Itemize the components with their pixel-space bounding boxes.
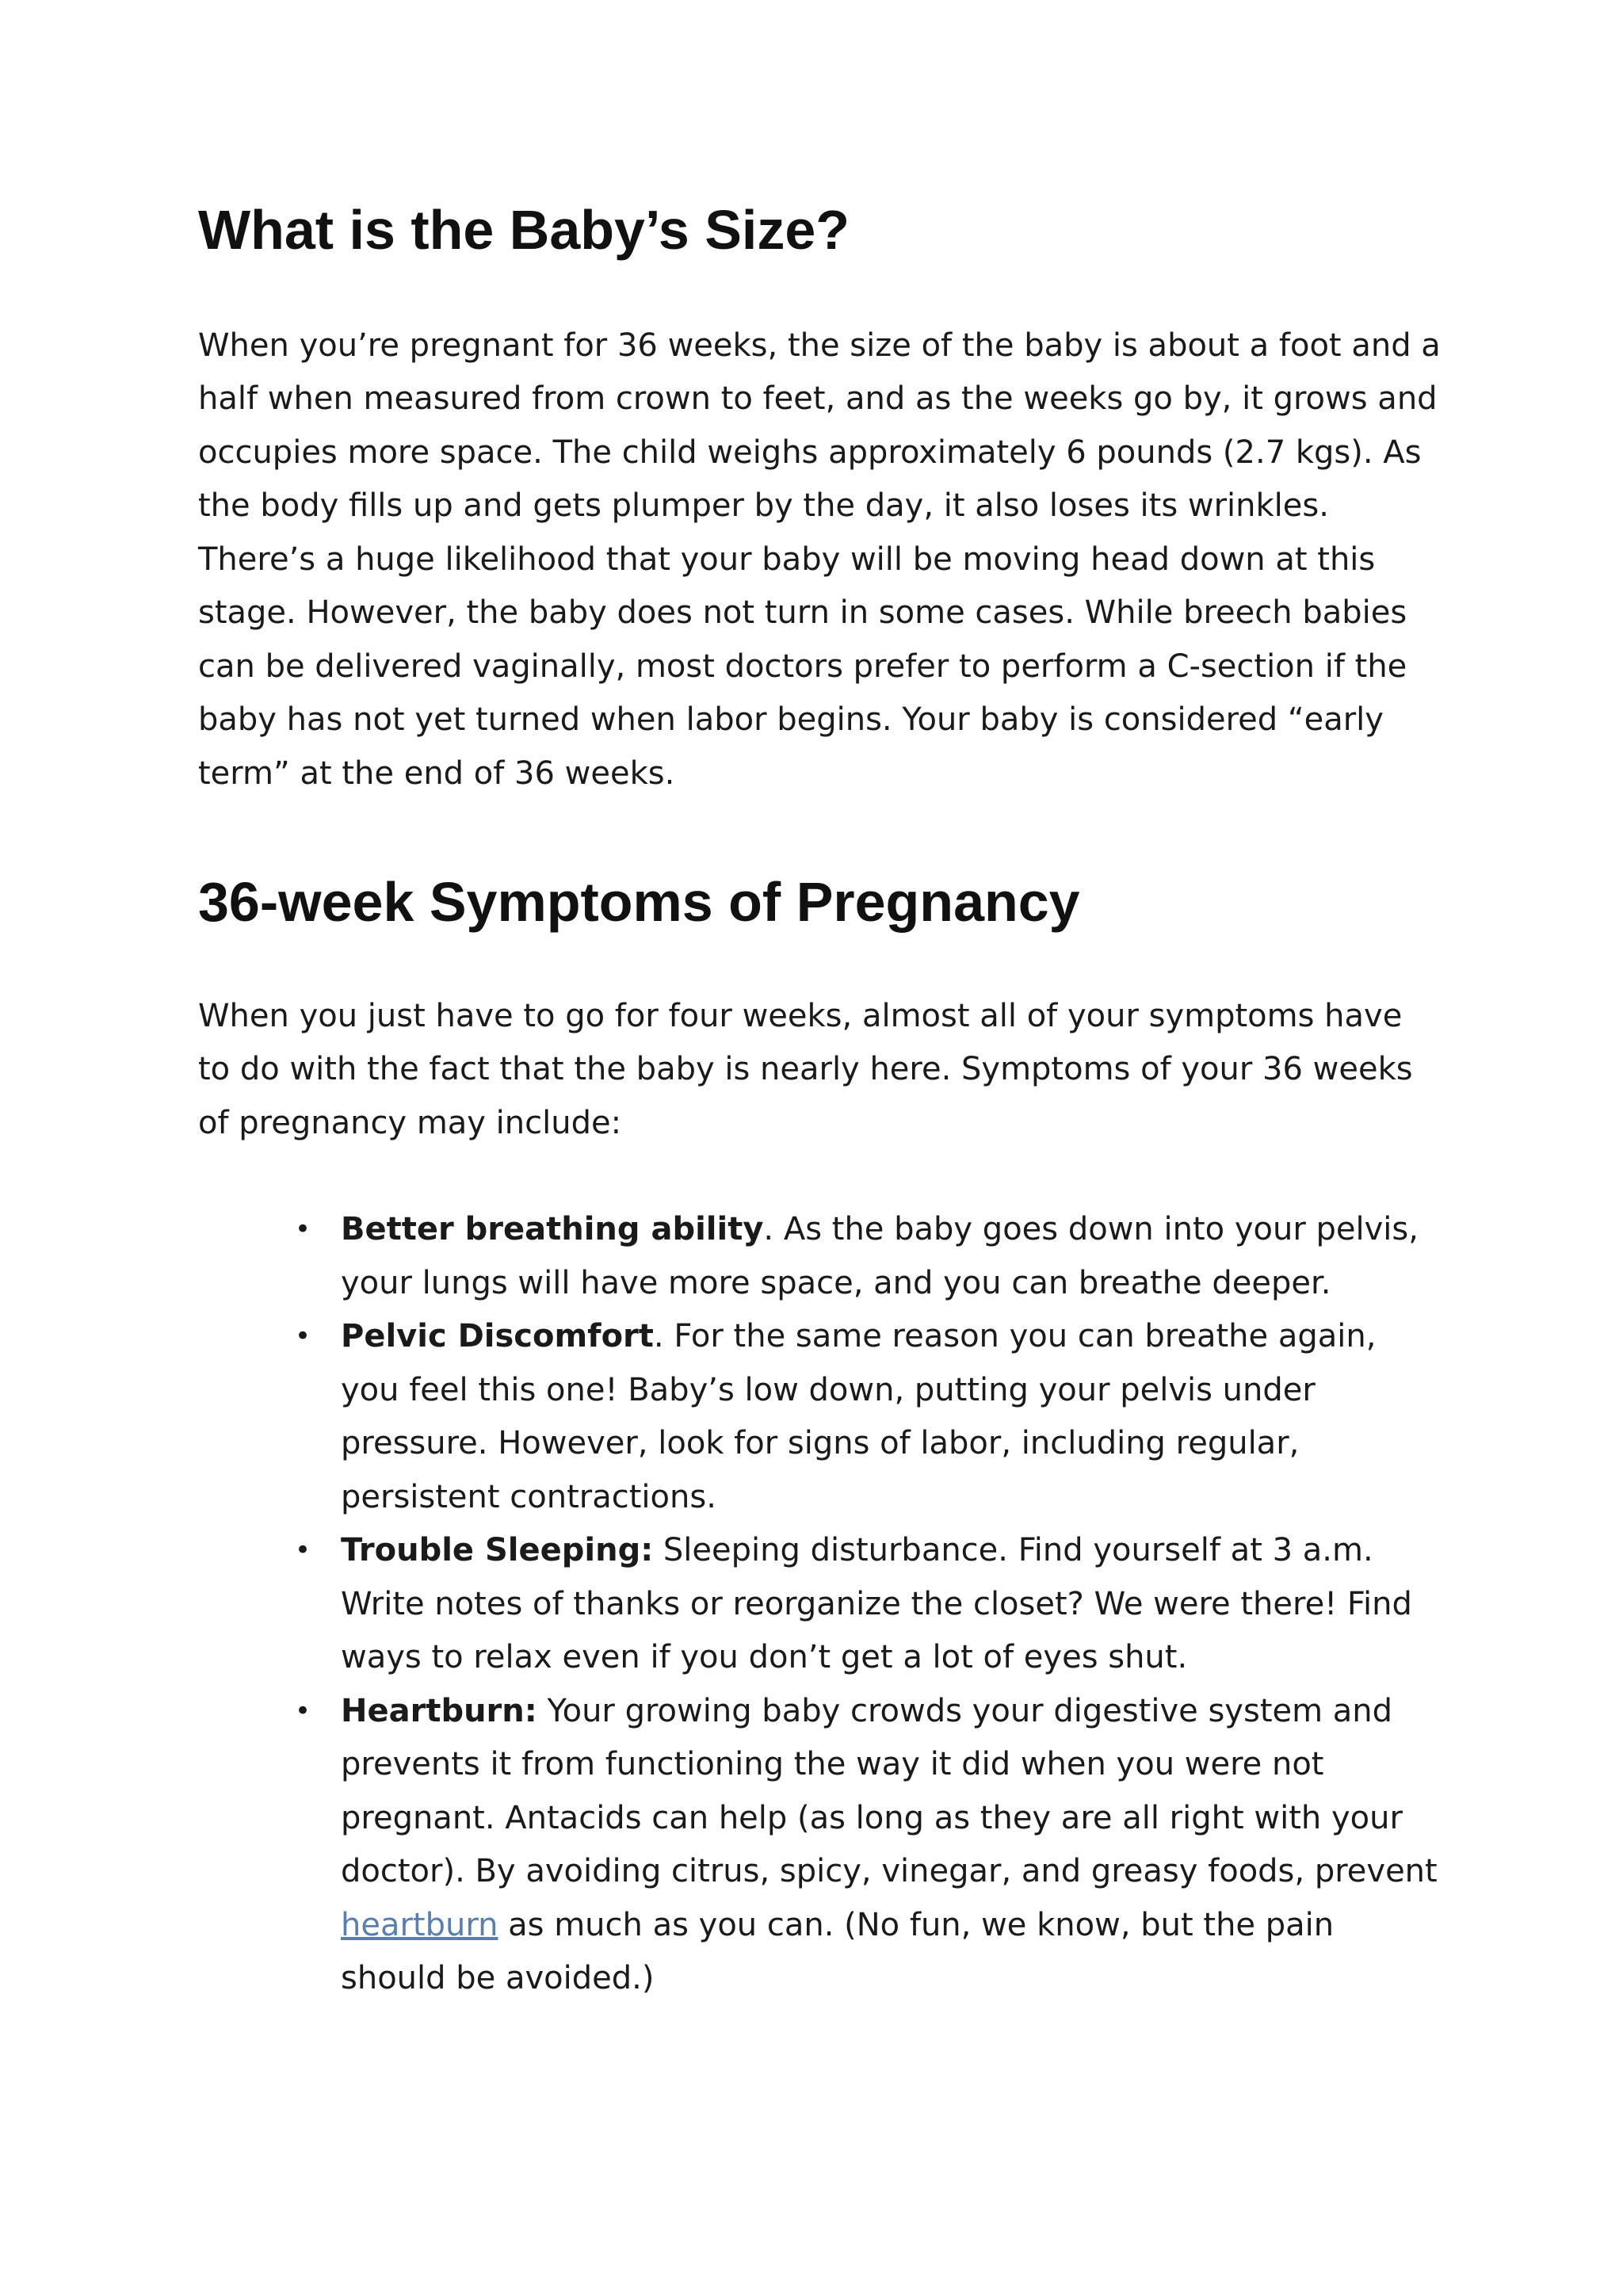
bullet-icon: •: [295, 1694, 311, 1727]
list-item: [295, 1203, 1442, 1310]
bullet-icon: •: [295, 1320, 311, 1352]
list-item-term: Trouble Sleeping:: [341, 1532, 654, 1568]
document-page: [198, 198, 1442, 2006]
bullet-icon: •: [295, 1534, 311, 1566]
list-item-term: Pelvic Discomfort: [341, 1318, 654, 1354]
section-title-symptoms: 36-week Symptoms of Pregnancy: [198, 871, 1080, 933]
list-item-term: Heartburn:: [341, 1692, 537, 1729]
list-item-text: . For the same reason you can breathe again, you feel this one! Baby’s low down, putting your pelvis under pressure. However, look for signs of labor, including regular, persistent contractions.: [341, 1318, 1377, 1515]
list-item: [295, 1685, 1442, 2006]
symptoms-list: [198, 1203, 1442, 2006]
bullet-icon: •: [295, 1213, 311, 1245]
list-item-term: Better breathing ability: [341, 1211, 764, 1247]
list-item-text: . As the baby goes down into your pelvis, your lungs will have more space, and you can breathe deeper.: [341, 1211, 1419, 1301]
section-body-symptoms-intro: When you just have to go for four weeks, almost all of your symptoms have to do with the fact that the baby is nearly here. Symptoms of your 36 weeks of pregnancy may include:: [198, 997, 1413, 1141]
list-item-text: as much as you can. (No fun, we know, but the pain should be avoided.): [341, 1906, 1335, 1996]
heartburn-link[interactable]: heartburn: [341, 1906, 498, 1943]
list-item: [295, 1524, 1442, 1685]
section-body-baby-size: When you’re pregnant for 36 weeks, the size of the baby is about a foot and a half when measured from crown to feet, and as the weeks go by, it grows and occupies more space. The child weighs approximately 6 pounds (2.7 kgs). As the body fills up and gets plumper by the day, it also loses its wrinkles. There’s a huge likelihood that your baby will be moving head down at this stage. However, the baby does not turn in some cases. While breech babies can be delivered vaginally, most doctors prefer to perform a C-section if the baby has not yet turned when labor begins. Your baby is considered “early term” at the end of 36 weeks.: [198, 327, 1441, 792]
list-item-text: Sleeping disturbance. Find yourself at 3 a.m. Write notes of thanks or reorganize the closet? We were there! Find ways to relax even if you don’t get a lot of eyes shut.: [341, 1532, 1412, 1675]
section-title-baby-size: What is the Baby’s Size?: [198, 199, 850, 261]
list-item-text: Your growing baby crowds your digestive system and prevents it from functioning the way it did when you were not pregnant. Antacids can help (as long as they are all right with your doctor). By avoiding citrus, spicy, vinegar, and greasy foods, prevent: [341, 1692, 1438, 1889]
list-item: [295, 1310, 1442, 1524]
